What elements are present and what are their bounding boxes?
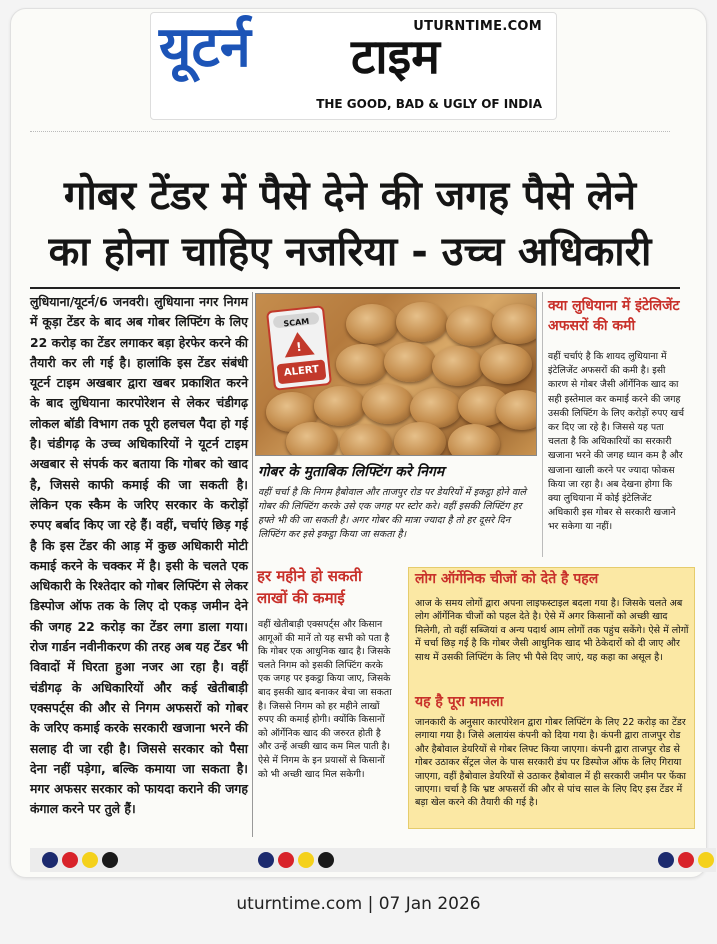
column-divider <box>542 292 543 557</box>
headline-divider <box>30 287 680 289</box>
scam-alert-badge <box>266 305 332 391</box>
photo-shape <box>448 424 500 456</box>
color-dot <box>678 852 694 868</box>
highlight-body-1: आज के समय लोगों द्वारा अपना लाइफस्टाइल बदला गया है। जिसके चलते अब लोग ऑर्गेनिक चीजों को पहल देते है। ऐसे में अगर किसानों को अच्छी खाद मिलेगी, तो वहीं सब्जियां व अन्य पदार्थ आम लोगों तक पहुंच सकेंगे। ऐसे में लोगों में चर्चा छिड़ गई है कि गोबर जैसी आधुनिक खाद भी ठेकेदारों को दी जाए और साथ में उसकी लिफ्टिंग के लिए भी पैसे दिए जाएं, यह कहा का असूल है। <box>415 598 689 663</box>
middle-heading: हर महीने हो सकती लाखों की कमाई <box>257 567 362 607</box>
highlight-heading-2: यह है पूरा मामला <box>415 694 504 710</box>
dung-cakes-photo <box>255 293 537 456</box>
color-dot <box>258 852 274 868</box>
photo-shape <box>346 304 398 344</box>
photo-shape <box>480 344 532 384</box>
exclamation-icon: ! <box>295 339 303 355</box>
lead-article-text: लुधियाना/यूटर्न/6 जनवरी। लुधियाना नगर निगम में कूड़ा टेंडर के बाद अब गोबर लिफ्टिंग के लिए 22 करोड़ का टेंडर लगाकर बड़ा हेरफेर करने की तैयारी कर ली गई है। हालांकि इस टेंडर संबंधी यूटर्न टाइम अखबार द्वारा खबर प्रकाशित करने के बाद लुधियाना कारपोरेशन से लेकर चंडीगढ़ लोकल बॉडी विभाग तक पूरी हलचल पैदा हो गई है। चंडीगढ़ के उच्च अधिकारियों ने यूटर्न टाइम अखबार से संपर्क कर बताया कि गोबर को खाद है, जिससे काफी कमाई की जा सकती है। लेकिन एक स्कैम के जरिए सरकार के करोड़ों रुपए बर्बाद किए जा रहे हैं। वहीं, चर्चाएं छिड़ गई है कि इस टेंडर की आड़ में कुछ अधिकारी मोटी कमाई करने के चक्कर में है। इसी के चलते एक अधिकारी के रिश्तेदार को गोबर लिफ्टिंग से लेकर डिस्पोज ऑफ तक के लिए दो एकड़ जमीन देने की जगह 22 करोड़ का टेंडर लगा डाला गया। रोज गार्डन नवीनीकरण की तरह अब यह टेंडर भी विवादों में घिरता हुआ नजर आ रहा है। वहीं चंडीगढ़ के अधिकारियों और कई खेतीबाड़ी एक्सपर्ट्स की और से निगम अफसरों को गोबर के जरिए कमाई करके सरकारी खजाना भरने की सलाह दी जा रही है। जिससे सरकार को पैसा देना नहीं पड़ेगा, बल्कि कमाया जा सकता है। मगर अफसर सरकार को फायदा कराने की जगह कंगाल करने पर तुले हैं। <box>30 294 248 817</box>
scam-badge-label: SCAM <box>283 316 310 329</box>
color-dot <box>62 852 78 868</box>
photo-shape <box>384 342 436 382</box>
color-dot <box>82 852 98 868</box>
sidebar-heading: क्या लुधियाना में इंटेलिजेंट अफसरों की कमी <box>548 298 680 334</box>
photo-shape <box>432 346 484 386</box>
color-dot <box>42 852 58 868</box>
photo-caption-title: गोबर के मुताबिक लिफ्टिंग करे निगम <box>258 464 445 480</box>
color-dot <box>278 852 294 868</box>
headline <box>20 168 680 280</box>
photo-shape <box>362 384 414 424</box>
color-dot <box>298 852 314 868</box>
masthead-site: UTURNTIME.COM <box>413 19 542 34</box>
color-dot <box>318 852 334 868</box>
photo-shape <box>286 422 338 456</box>
color-dot <box>698 852 714 868</box>
photo-shape <box>446 306 498 346</box>
masthead-tagline: THE GOOD, BAD & UGLY OF INDIA <box>316 97 542 111</box>
sidebar-body: वहीं चर्चाएं है कि शायद लुधियाना में इंटेलिजेंट अफसरों की कमी है। इसी कारण से गोबर जैसी ऑर्गेनिक खाद का सही इस्तेमाल कर कमाई करने की जगह उसकी लिफ्टिंग के लिए करोड़ों रुपए खर्च कर दिए जा रहे है। जिससे यह पता चलता है कि अधिकारियों का सरकारी खजाना भरने की जगह ध्यान कम है और खजाना खाली करने पर ज्यादा फोकस किया जा रहा है। अब देखना होगा कि क्या लुधियाना में कोई इंटेलिजेंट अधिकारी इस गोबर से सरकारी खजाने भर सकेगा या नहीं। <box>548 351 685 533</box>
masthead-title-part2: टाइम <box>351 29 440 85</box>
headline-line2: का होना चाहिए नजरिया - उच्च अधिकारी <box>48 229 652 275</box>
photo-shape <box>314 386 366 426</box>
photo-shape <box>396 302 448 342</box>
photo-shape <box>496 390 537 430</box>
headline-line1: गोबर टेंडर में पैसे देने की जगह पैसे लेने <box>63 173 637 219</box>
photo-caption-body: वहीं चर्चा है कि निगम हैबोवाल और ताजपुर रोड पर डेयरियों में इकट्ठा होने वाले गोबर की लिफ्टिंग करके उसे एक जगह पर स्टोर करे। वहीं इसकी लिफ्टिंग हर हफ्ते भी की जा सकती है। अगर गोबर की मात्रा ज्यादा है तो हर दूसरे दिन लिफ्टिंग कर इसे इकट्ठा किया जा सकता है। <box>258 487 527 540</box>
masthead-title-part1: यूटर्न <box>159 15 251 80</box>
cropped-text-strip <box>30 131 670 141</box>
highlight-body-2: जानकारी के अनुसार कारपोरेशन द्वारा गोबर लिफ्टिंग के लिए 22 करोड़ का टेंडर लगाया गया है। जिसे अलायंस कंपनी को दिया गया है। कंपनी द्वारा ताजपुर रोड और हैबोवाल डेयरियों से गोबर लिफ्ट किया जाएगा। कंपनी द्वारा ताजपुर रोड से गोबर उठाकर सेंट्रल जेल के पास सरकारी डंप पर डिस्पोज ऑफ के लिए गिराया जाएगा, वहीं हैबोवाल डेयरियों से उठाकर हैबोवाल में ही सरकारी जमीन पर फेंका जाएगा। चर्चा है कि भ्रष्ट अफसरों की और से पांच साल के लिए दिए इस टेंडर में बड़ा खेल करने की तैयारी की गई है। <box>415 717 686 809</box>
highlight-heading-1: लोग ऑर्गेनिक चीजों को देते है पहल <box>415 571 599 587</box>
alert-label: ALERT <box>277 359 327 384</box>
column-divider <box>252 292 253 837</box>
color-dot <box>658 852 674 868</box>
photo-shape <box>340 424 392 456</box>
photo-shape <box>394 422 446 456</box>
masthead-logo <box>150 12 557 120</box>
photo-shape <box>492 304 537 344</box>
footer-date: uturntime.com | 07 Jan 2026 <box>236 894 481 914</box>
color-dot <box>102 852 118 868</box>
photo-shape <box>336 344 388 384</box>
middle-body: वहीं खेतीबाड़ी एक्सपर्ट्स और किसान आगूओं की मानें तो यह सभी को पता है कि गोबर एक आधुनिक खाद है। जिसके चलते निगम को इसकी लिफ्टिंग करके एक जगह पर इकट्ठा किया जाए, जिसके बाद इसकी खाद बनाकर बेचा जा सकता है। जिससे निगम को हर महीने लाखों रुपए की कमाई होगी। क्योंकि किसानों को ऑर्गेनिक खाद की जरुरत होती है और उन्हें अच्छी खाद कम मिल पाती है। ऐसे में निगम के इन प्रयासों से किसानों को भी अच्छी खाद मिल सकेगी। <box>258 619 392 780</box>
page-footer-bar <box>30 848 716 872</box>
